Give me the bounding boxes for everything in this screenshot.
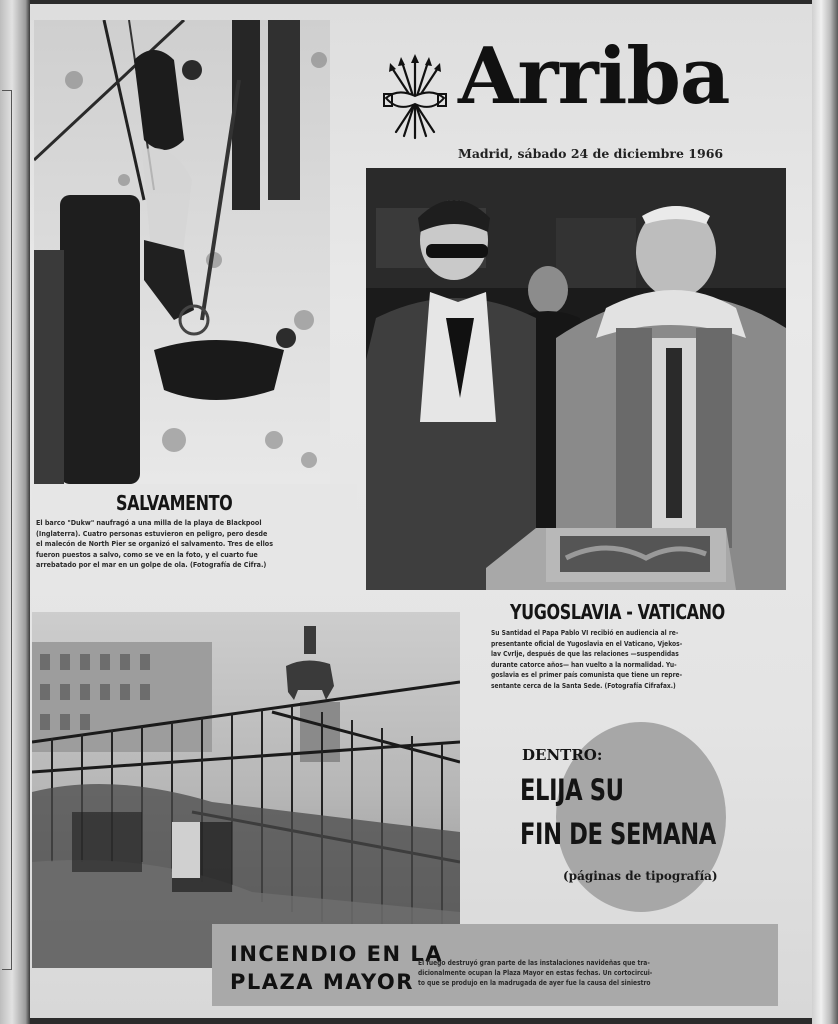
dentro-subtitle: (páginas de tipografía): [563, 869, 718, 883]
incendio-line: to que se produjo en la madrugada de ayer fue la causa del siniestro: [418, 978, 651, 988]
incendio-line: El fuego destruyó gran parte de las instalaciones navideñas que tra-: [418, 958, 650, 967]
yugoslavia-line: lav Cvrlje, después de que las relaciones —suspendidas: [491, 649, 679, 659]
incendio-banner: [212, 924, 778, 1006]
dentro-label: DENTRO:: [522, 746, 603, 764]
right-page-edge: [812, 0, 838, 1024]
salvamento-line: (Inglaterra). Cuatro personas estuvieron en peligro, pero desde: [36, 528, 268, 538]
yugoslavia-line: presentante oficial de Yugoslavia en el Vaticano, Vjekos-: [491, 638, 683, 648]
dentro-line2: FIN DE SEMANA: [520, 817, 716, 851]
yugoslavia-caption: [491, 628, 741, 692]
masthead: [382, 31, 742, 164]
incendio-photo: [32, 612, 460, 968]
incendio-headline-line1: INCENDIO EN LA: [230, 942, 443, 966]
yugoslavia-vaticano-photo: [366, 168, 786, 590]
salvamento-photo: [34, 20, 330, 484]
left-page-rule: [2, 90, 12, 970]
yugoslavia-line: durante catorce años— han vuelto a la normalidad. Yu-: [491, 659, 677, 669]
salvamento-line: El barco "Dukw" naufragó a una milla de la playa de Blackpool: [36, 518, 262, 527]
masthead-date: Madrid, sábado 24 de diciembre 1966: [458, 146, 724, 161]
incendio-line: dicionalmente ocupan la Plaza Mayor en estas fechas. Un cortocircui-: [418, 968, 653, 978]
masthead-title: Arriba: [458, 31, 730, 122]
incendio-headline-line2: PLAZA MAYOR: [230, 970, 414, 994]
incendio-caption: [418, 958, 768, 989]
dentro-line1: ELIJA SU: [520, 773, 624, 807]
yugoslavia-line: sentante cerca de la Santa Sede. (Fotografía Cifrafax.): [491, 680, 676, 690]
yugoslavia-line: Su Santidad el Papa Pablo VI recibió en audiencia al re-: [491, 628, 679, 637]
salvamento-line: fueron puestos a salvo, como se ve en la foto, y el cuarto fue: [36, 549, 258, 559]
salvamento-headline: SALVAMENTO: [116, 491, 233, 515]
yoke-and-arrows-icon: [382, 54, 448, 142]
yugoslavia-line: goslavia es el primer país comunista que tiene un repre-: [491, 670, 683, 680]
salvamento-line: el malecón de North Pier se organizó el salvamento. Tres de ellos: [36, 539, 274, 549]
yugoslavia-headline: YUGOSLAVIA - VATICANO: [510, 600, 725, 624]
salvamento-line: arrebatado por el mar en un golpe de ola. (Fotografía de Cifra.): [36, 560, 267, 570]
salvamento-caption: [36, 518, 354, 571]
left-page-edge: [0, 0, 30, 1024]
